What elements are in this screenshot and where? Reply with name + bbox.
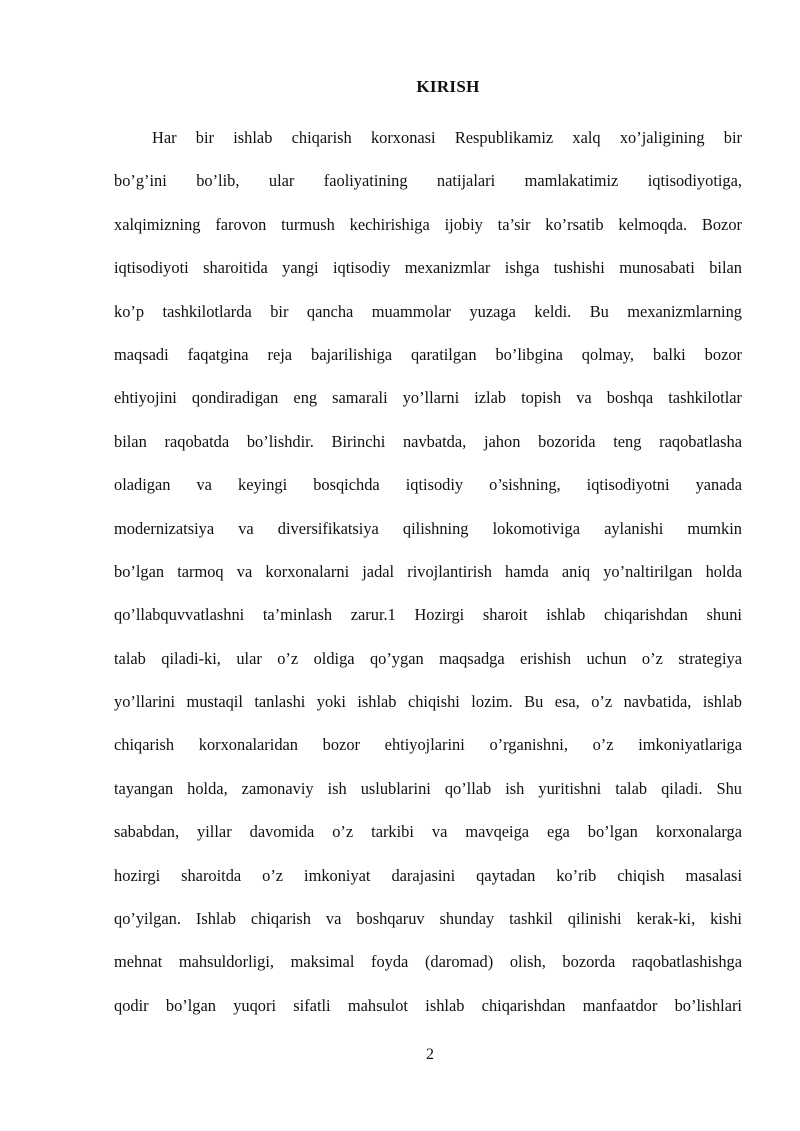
text-line: sababdan, yillar davomida o’z tarkibi va mavqeiga ega bo’lgan korxonalarga	[114, 822, 742, 842]
text-line: mehnat mahsuldorligi, maksimal foyda (daromad) olish, bozorda raqobatlashishga	[114, 952, 742, 972]
text-line: maqsadi faqatgina reja bajarilishiga qaratilgan bo’libgina qolmay, balki bozor	[114, 344, 742, 364]
text-line: qo’llabquvvatlashni ta’minlash zarur.1 Hozirgi sharoit ishlab chiqarishdan shuni	[114, 605, 742, 625]
text-line: talab qiladi-ki, ular o’z oldiga qo’ygan maqsadga erishish uchun o’z strategiya	[114, 648, 742, 668]
text-line: ko’p tashkilotlarda bir qancha muammolar yuzaga keldi. Bu mexanizmlarning	[114, 301, 742, 321]
text-line: bo’lgan tarmoq va korxonalarni jadal rivojlantirish hamda aniq yo’naltirilgan holda	[114, 561, 742, 581]
text-line: Har bir ishlab chiqarish korxonasi Respublikamiz xalq xo’jaligining bir	[152, 128, 742, 147]
text-line: hozirgi sharoitda o’z imkoniyat darajasini qaytadan ko’rib chiqish masalasi	[114, 865, 742, 885]
text-line: chiqarish korxonalaridan bozor ehtiyojlarini o’rganishni, o’z imkoniyatlariga	[114, 735, 742, 755]
text-line: bo’g’ini bo’lib, ular faoliyatining natijalari mamlakatimiz iqtisodiyotiga,	[114, 171, 742, 191]
page-number: 2	[426, 1046, 434, 1063]
text-line: ehtiyojini qondiradigan eng samarali yo’llarni izlab topish va boshqa tashkilotlar	[114, 388, 742, 408]
text-line: qodir bo’lgan yuqori sifatli mahsulot ishlab chiqarishdan manfaatdor bo’lishlari	[114, 995, 742, 1015]
section-heading: KIRISH	[416, 77, 480, 96]
body-paragraph	[114, 116, 742, 1027]
text-line: modernizatsiya va diversifikatsiya qilishning lokomotiviga aylanishi mumkin	[114, 518, 742, 538]
text-line: yo’llarini mustaqil tanlashi yoki ishlab chiqishi lozim. Bu esa, o’z navbatida, ishlab	[114, 692, 742, 712]
text-line: iqtisodiyoti sharoitida yangi iqtisodiy mexanizmlar ishga tushishi munosabati bilan	[114, 258, 742, 278]
text-line: xalqimizning farovon turmush kechirishiga ijobiy ta’sir ko’rsatib kelmoqda. Bozor	[114, 214, 742, 234]
text-line: oladigan va keyingi bosqichda iqtisodiy o’sishning, iqtisodiyotni yanada	[114, 475, 742, 495]
text-line: bilan raqobatda bo’lishdir. Birinchi navbatda, jahon bozorida teng raqobatlasha	[114, 431, 742, 451]
text-line: tayangan holda, zamonaviy ish uslublarini qo’llab ish yuritishni talab qiladi. Shu	[114, 778, 742, 798]
text-line: qo’yilgan. Ishlab chiqarish va boshqaruv shunday tashkil qilinishi kerak-ki, kishi	[114, 909, 742, 929]
